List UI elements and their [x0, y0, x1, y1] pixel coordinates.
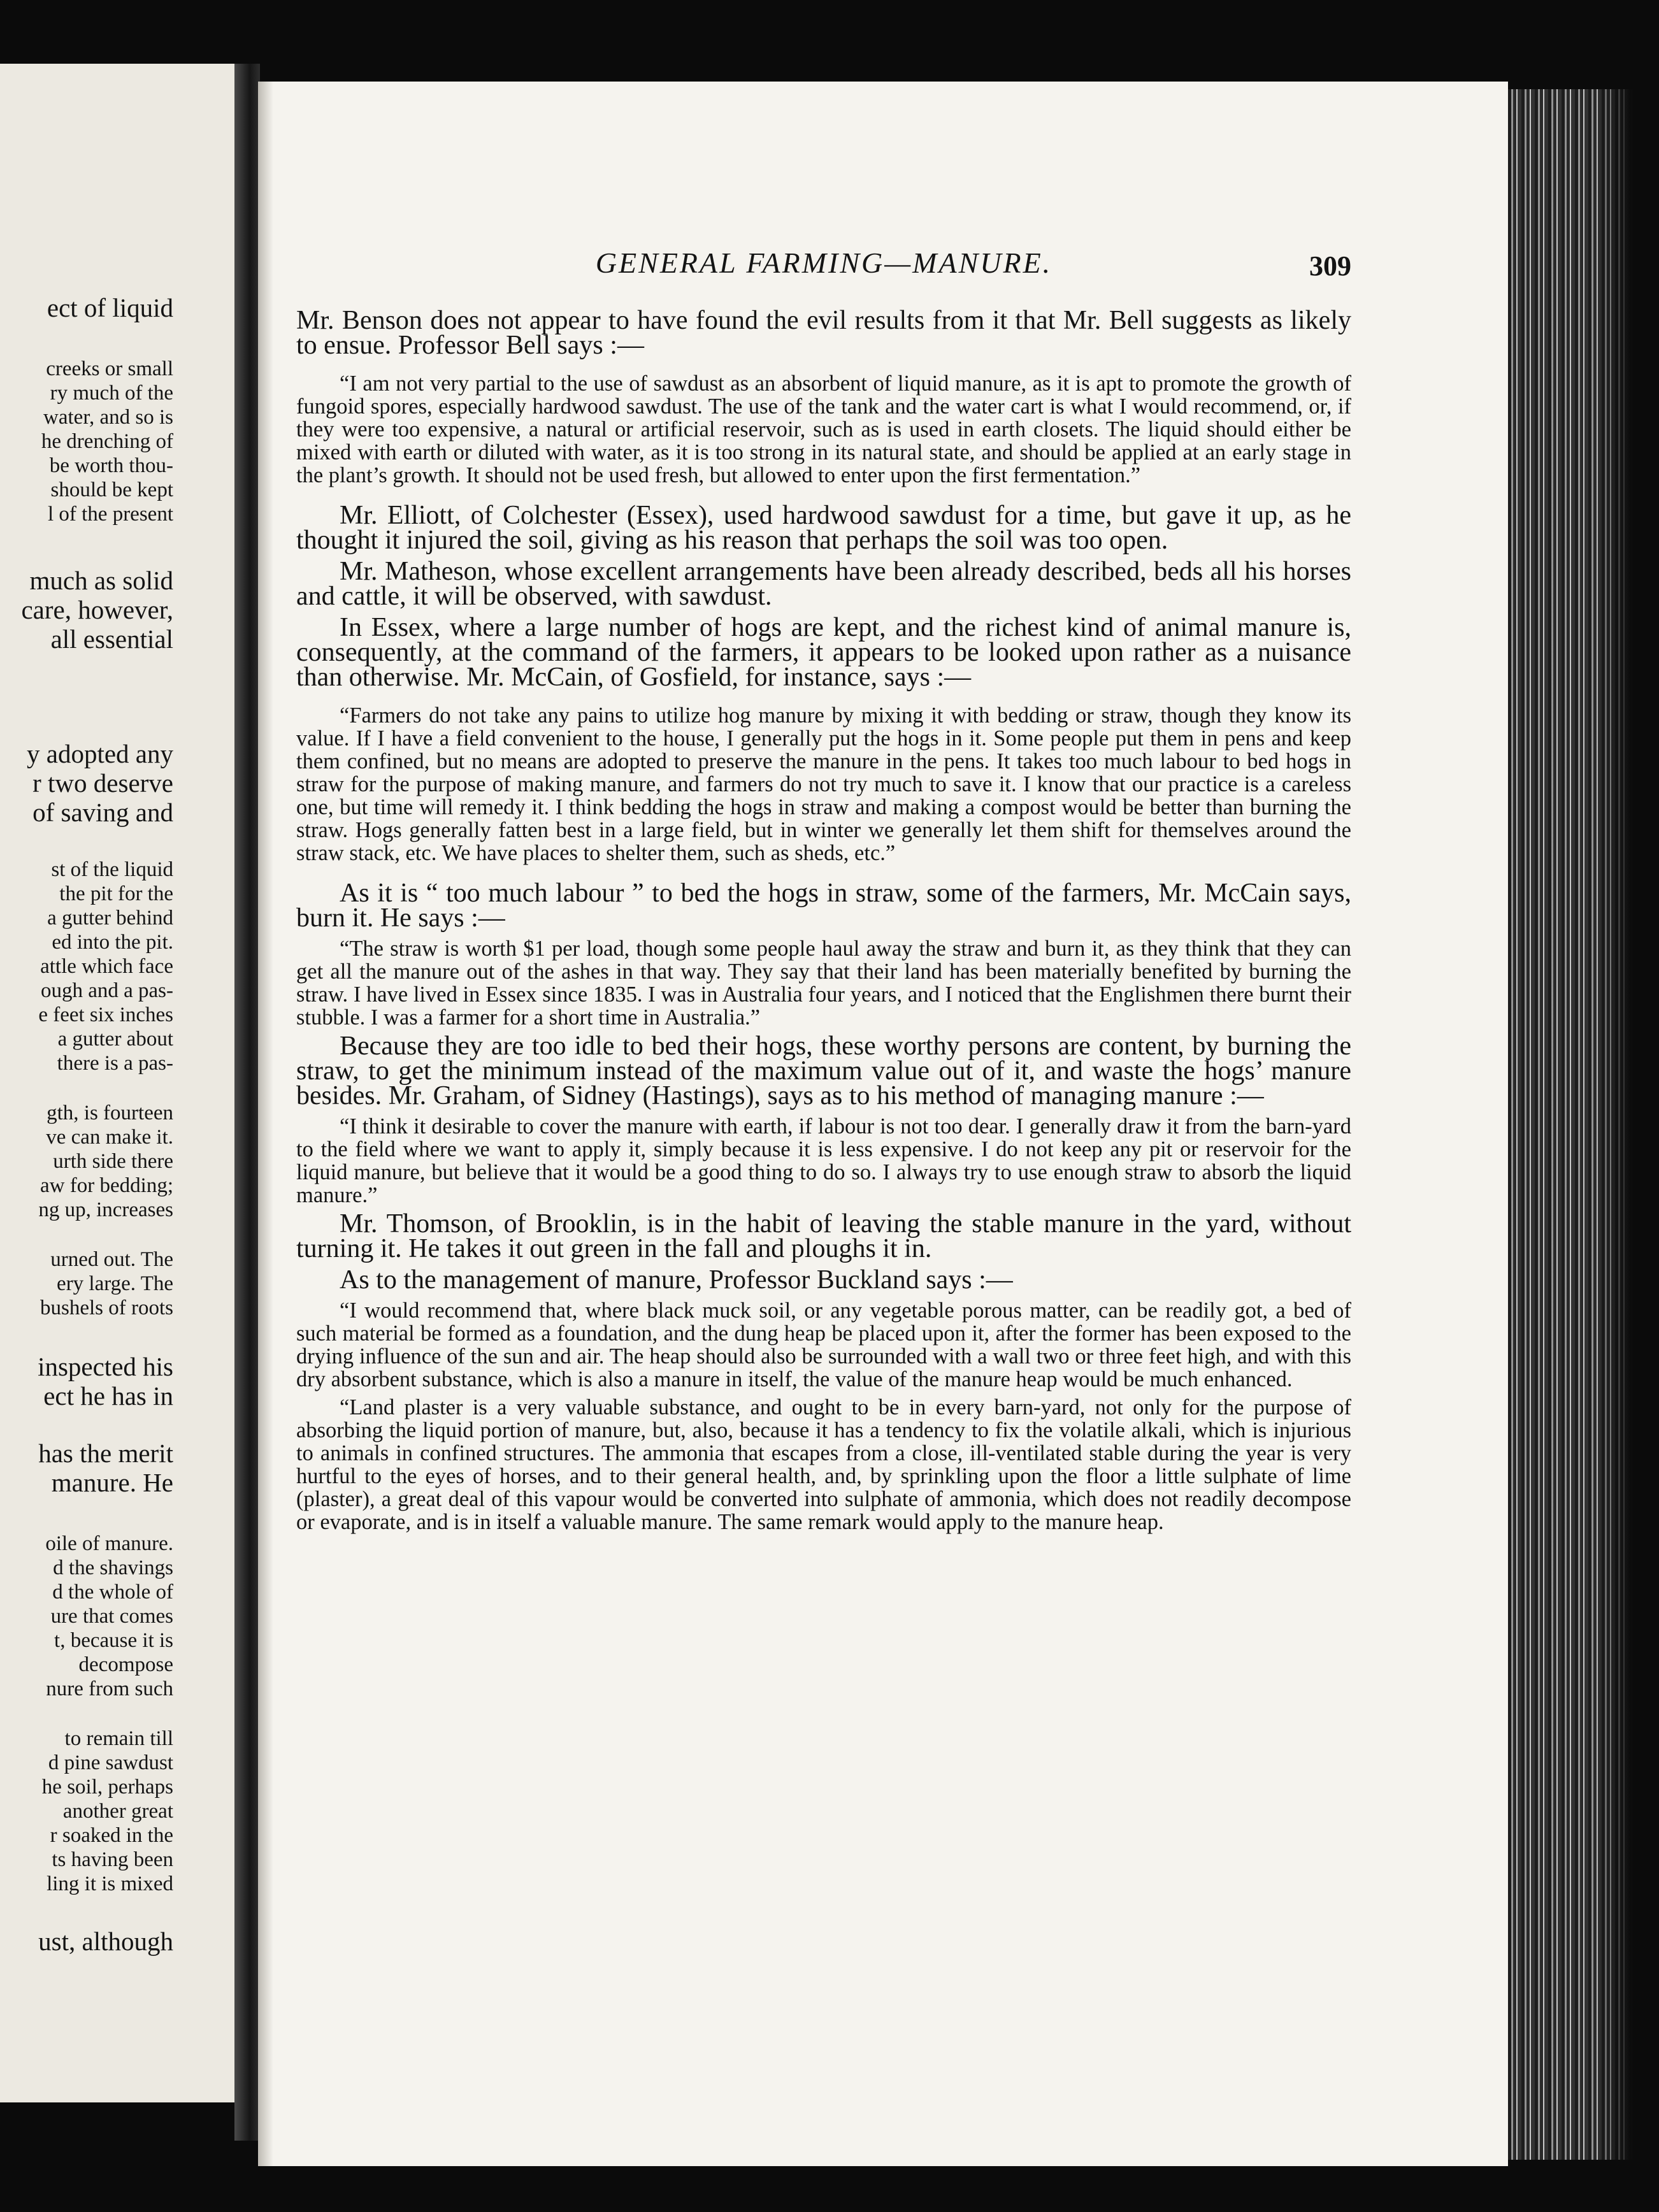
- body-text: [296, 308, 1351, 1533]
- page-content: [296, 234, 1351, 1539]
- left-page-fragment: a gutter behind: [47, 907, 173, 930]
- left-page-fragment: ect he has in: [43, 1381, 173, 1411]
- left-page-fragment: manure. He: [51, 1468, 173, 1497]
- left-page-fragment: d the shavings: [53, 1556, 173, 1579]
- left-page-fragment: creeks or small: [46, 357, 173, 380]
- block-quote: “I would recommend that, where black muck soil, or any vegetable porous matter, can be readily got, a bed of such material be formed as a foundation, and the dung heap be placed upon it, after the former has been exposed to the drying influence of the sun and air. The heap should also be surrounded with a wall two or three feet high, and with this dry absorbent substance, which is also a manure in itself, the value of the manure heap would be much enhanced.: [296, 1298, 1351, 1391]
- left-page-fragment: t, because it is: [54, 1629, 173, 1652]
- left-page-fragment: ure that comes: [50, 1605, 173, 1628]
- left-page-fragment: he soil, perhaps: [41, 1776, 173, 1799]
- body-paragraph: In Essex, where a large number of hogs are kept, and the richest kind of animal manure is, consequently, at the command of the farmers, it appears to be looked upon rather as a nuisance than otherwise. Mr. McCain, of Gosfield, for instance, says :—: [296, 613, 1351, 692]
- left-page-fragment: gth, is fourteen: [47, 1102, 173, 1124]
- running-head: [296, 234, 1351, 282]
- left-page-fragment: the pit for the: [59, 882, 173, 905]
- left-page-fragment: another great: [62, 1800, 173, 1823]
- left-page-fragment: bushels of roots: [40, 1296, 173, 1319]
- left-page-fragment: ect of liquid: [47, 293, 173, 322]
- left-page-fragment: urned out. The: [50, 1248, 173, 1271]
- left-page-fragment: to remain till: [64, 1727, 173, 1750]
- left-page-fragment: ng up, increases: [38, 1198, 173, 1221]
- left-page-fragment: of saving and: [32, 798, 173, 827]
- left-page-fragment: there is a pas-: [57, 1052, 173, 1075]
- left-page-fragment: care, however,: [21, 595, 173, 624]
- left-page-fragment: st of the liquid: [51, 858, 173, 881]
- left-page-fragment: r soaked in the: [50, 1824, 173, 1847]
- body-paragraph: As it is “ too much labour ” to bed the hogs in straw, some of the farmers, Mr. McCain says, burn it. He says :—: [296, 879, 1351, 933]
- left-page-fragment: r two deserve: [32, 768, 173, 798]
- left-page-fragment: ough and a pas-: [40, 979, 173, 1002]
- left-page-fragment: a gutter about: [57, 1028, 173, 1051]
- left-page-fragment: ed into the pit.: [52, 931, 173, 954]
- left-page-fragment: ts having been: [52, 1848, 173, 1871]
- block-quote: “Land plaster is a very valuable substance, and ought to be in every barn-yard, not only for the purpose of absorbing the liquid portion of manure, but, also, because it has a tendency to fix the volatile alkali, which is injurious to animals in confined structures. The ammonia that escapes from a close, ill-ventilated stable during the year is very hurtful to the eyes of horses, and to their general health, and, by sprinkling upon the floor a little sulphate of lime (plaster), a great deal of this vapour would be converted into sulphate of ammonia, which does not readily decompose or evaporate, and is in itself a valuable manure. The same remark would apply to the manure heap.: [296, 1395, 1351, 1534]
- body-paragraph: Because they are too idle to bed their hogs, these worthy persons are content, by burning the straw, to get the minimum instead of the maximum value out of it, and waste the hogs’ manure besides. Mr. Graham, of Sidney (Hastings), says as to his method of managing manure :—: [296, 1031, 1351, 1110]
- left-page-fragment: should be kept: [50, 478, 173, 501]
- block-quote: “The straw is worth $1 per load, though some people haul away the straw and burn it, as they think that they can get all the manure out of the ashes in that way. They say that their land has been materially benefited by burning the straw. I have lived in Essex since 1835. I was in Australia four years, and I noticed that the Englishmen there burnt their stubble. I was a farmer for a short time in Australia.”: [296, 937, 1351, 1030]
- left-page: [0, 64, 234, 2102]
- left-page-fragment: d pine sawdust: [48, 1751, 173, 1774]
- book-gutter: [234, 64, 260, 2141]
- right-page: [258, 82, 1508, 2166]
- body-paragraph: Mr. Thomson, of Brooklin, is in the habit of leaving the stable manure in the yard, without turning it. He takes it out green in the fall and ploughs it in.: [296, 1209, 1351, 1263]
- left-page-fragment: be worth thou-: [49, 454, 173, 477]
- left-page-fragment: water, and so is: [43, 406, 173, 429]
- left-page-fragment: all essential: [50, 624, 173, 654]
- left-page-fragment: much as solid: [29, 566, 173, 595]
- left-page-fragment: y adopted any: [27, 739, 173, 768]
- left-page-fragment: ry much of the: [50, 382, 173, 405]
- body-paragraph: Mr. Benson does not appear to have found the evil results from it that Mr. Bell suggests as likely to ensue. Professor Bell says :—: [296, 306, 1351, 360]
- block-quote: “I am not very partial to the use of sawdust as an absorbent of liquid manure, as it is apt to promote the growth of fungoid spores, especially hardwood sawdust. The use of the tank and the water cart is what I would recommend, or, if they were too expensive, a natural or artificial reservoir, such as is used in earth closets. The liquid should either be mixed with earth or diluted with water, as it is too strong in its natural state, and should be applied at an early stage in the plant’s growth. It should not be used fresh, but allowed to enter upon the first fermentation.”: [296, 371, 1351, 487]
- left-page-fragment: he drenching of: [41, 430, 173, 453]
- left-page-fragment: decompose: [78, 1653, 173, 1676]
- left-page-fragment: ling it is mixed: [47, 1872, 173, 1895]
- left-page-fragment: ve can make it.: [46, 1126, 173, 1149]
- body-paragraph: As to the management of manure, Professor Buckland says :—: [340, 1265, 1013, 1295]
- body-paragraph: Mr. Elliott, of Colchester (Essex), used hardwood sawdust for a time, but gave it up, as he thought it injured the soil, giving as his reason that perhaps the soil was too open.: [296, 501, 1351, 555]
- left-page-fragment: inspected his: [38, 1352, 173, 1381]
- left-page-fragment: nure from such: [46, 1677, 173, 1700]
- block-quote: “Farmers do not take any pains to utilize hog manure by mixing it with bedding or straw, though they know its value. If I have a field convenient to the house, I generally put the hogs in it. Some people put them in pens and keep them confined, but no means are adopted to preserve the manure in the pens. It takes too much labour to bed hogs in straw for the purpose of making manure, and farmers do not try much to save it. I know that our practice is a careless one, but time will remedy it. I think bedding the hogs in straw and making a compost would be better than burning the straw. Hogs generally fatten best in a large field, but in winter we generally let them shift for themselves around the straw stack, etc. We have places to shelter them, such as sheds, etc.”: [296, 703, 1351, 865]
- left-page-fragment: has the merit: [38, 1439, 173, 1468]
- left-page-fragment: d the whole of: [52, 1581, 173, 1604]
- body-paragraph: Mr. Matheson, whose excellent arrangements have been already described, beds all his horses and cattle, it will be observed, with sawdust.: [296, 557, 1351, 611]
- left-page-fragment: ust, although: [38, 1927, 173, 1956]
- left-page-fragment: aw for bedding;: [40, 1174, 173, 1197]
- left-page-fragment: e feet six inches: [38, 1003, 173, 1026]
- left-page-fragment: attle which face: [40, 955, 173, 978]
- running-title: GENERAL FARMING—MANURE.: [595, 247, 1052, 279]
- left-page-fragment: urth side there: [53, 1150, 173, 1173]
- page-edges: [1508, 89, 1633, 2160]
- left-page-fragment: l of the present: [47, 503, 173, 526]
- block-quote: “I think it desirable to cover the manure with earth, if labour is not too dear. I generally draw it from the barn-yard to the field where we want to apply it, simply because it is less expensive. I do not keep any pit or reservoir for the liquid manure, but believe that it would be a good thing to do so. I always try to use enough straw to absorb the liquid manure.”: [296, 1114, 1351, 1207]
- page-number: 309: [1309, 250, 1351, 282]
- left-page-fragment: ery large. The: [57, 1272, 173, 1295]
- left-page-fragment: oile of manure.: [45, 1532, 173, 1555]
